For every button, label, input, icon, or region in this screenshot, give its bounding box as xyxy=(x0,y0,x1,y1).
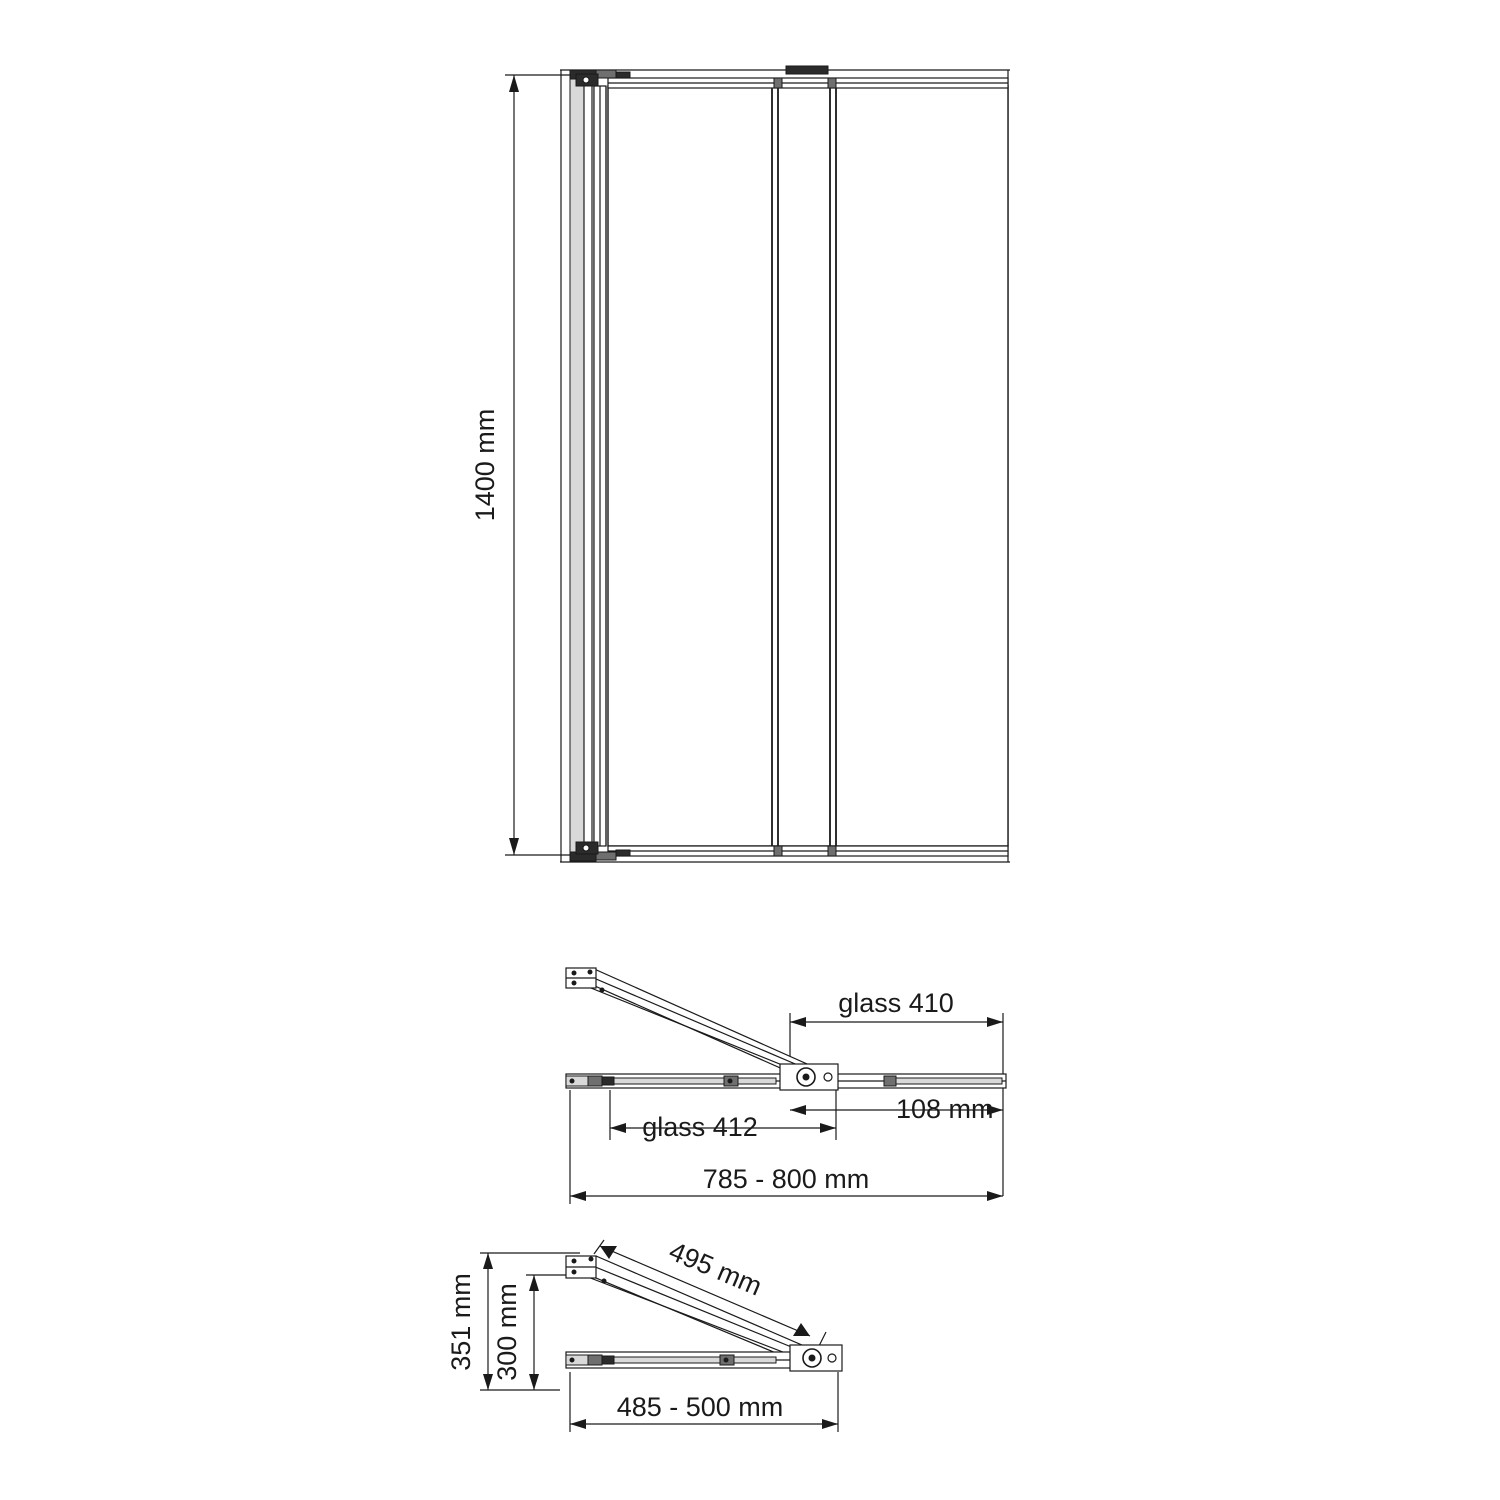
glass-412-label: glass 412 xyxy=(642,1112,758,1142)
offset-108-label: 108 mm xyxy=(896,1094,994,1124)
height-dimension-label: 1400 mm xyxy=(470,408,500,522)
top-rail xyxy=(570,66,1008,88)
top-plan-open-view xyxy=(566,968,1006,1204)
glass-panel xyxy=(608,86,1008,846)
diagonal-495-label: 495 mm xyxy=(664,1235,767,1302)
depth-300-dimension xyxy=(492,1275,590,1390)
glass-412-dimension xyxy=(610,1090,836,1142)
bottom-rail xyxy=(570,846,1008,861)
depth-300-label: 300 mm xyxy=(492,1283,522,1381)
top-plan-folded-view xyxy=(446,1236,842,1432)
front-elevation-view xyxy=(470,66,1010,862)
open-leaf xyxy=(566,968,816,1082)
hinge-hub-folded xyxy=(790,1345,842,1371)
overall-width-label: 785 - 800 mm xyxy=(702,1164,870,1194)
offset-108-dimension xyxy=(790,1094,1003,1124)
hinge-hub-open xyxy=(780,1064,838,1090)
wall-profile xyxy=(570,78,606,852)
glass-410-label: glass 410 xyxy=(838,988,954,1018)
folded-width-dimension xyxy=(570,1372,838,1432)
depth-351-label: 351 mm xyxy=(446,1273,476,1371)
folded-width-label: 485 - 500 mm xyxy=(616,1392,784,1422)
